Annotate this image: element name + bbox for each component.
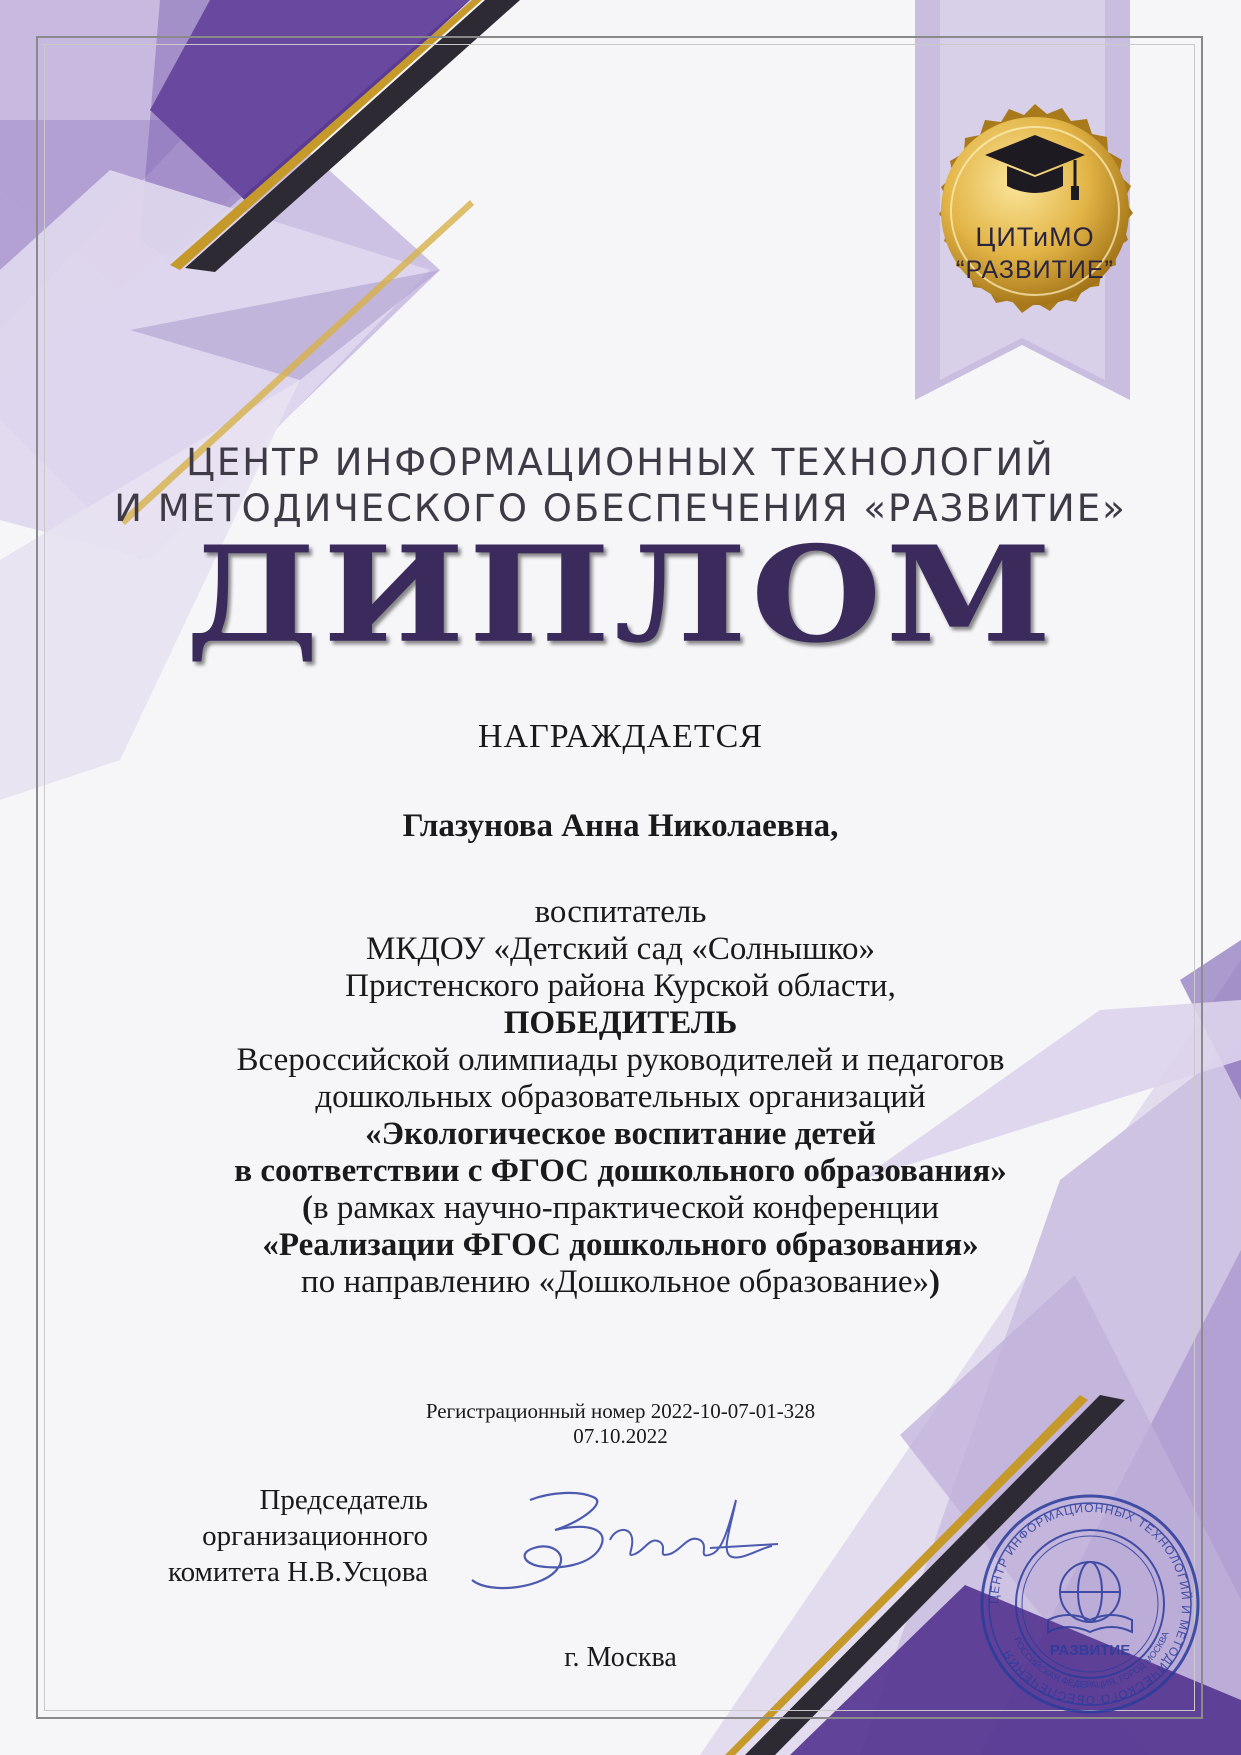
- direction-line: [0, 1264, 1241, 1301]
- direction: по направлению «Дошкольное образование»: [301, 1264, 929, 1300]
- position: воспитатель: [534, 894, 707, 930]
- gold-seal: [915, 100, 1155, 340]
- stamp-center-text: РАЗВИТИЕ: [1049, 1642, 1131, 1659]
- signatory-line-3: комитета Н.В.Усцова: [167, 1556, 428, 1588]
- registration-block: [0, 1399, 1241, 1449]
- conference-name: «Реализации ФГОС дошкольного образования»: [262, 1227, 979, 1263]
- diploma-title: ДИПЛОМ: [185, 517, 1056, 673]
- registration-number: Регистрационный номер 2022-10-07-01-328: [425, 1399, 816, 1423]
- institution-line-2: Пристенского района Курской области,: [345, 968, 896, 1004]
- seal-line1: ЦИТиМО: [975, 222, 1095, 252]
- conference-line: [0, 1190, 1241, 1227]
- seal-badge: [915, 100, 1155, 340]
- theme-line-2: в соответствии с ФГОС дошкольного образования»: [234, 1153, 1007, 1189]
- city: г. Москва: [564, 1642, 677, 1673]
- globe-book-icon: [1048, 1562, 1132, 1632]
- organization-stamp: [978, 1492, 1202, 1716]
- registration-date: 07.10.2022: [573, 1424, 668, 1448]
- theme-line-1: «Экологическое воспитание детей: [365, 1116, 876, 1152]
- conference-open-paren: (: [302, 1190, 314, 1226]
- conference-line-1: в рамках научно-практической конференции: [313, 1190, 939, 1226]
- event-line-1: Всероссийской олимпиады руководителей и педагогов: [236, 1042, 1005, 1078]
- org-line-1: ЦЕНТР ИНФОРМАЦИОННЫХ ТЕХНОЛОГИЙ: [186, 441, 1055, 484]
- seal-line2: “РАЗВИТИЕ”: [956, 256, 1114, 284]
- svg-text:ЦЕНТР ИНФОРМАЦИОННЫХ ТЕХНОЛОГИ: [987, 1501, 1194, 1707]
- recipient-name: Глазунова Анна Николаевна,: [402, 808, 839, 844]
- stamp-bottom-text: РОССИЙСКАЯ ФЕДЕРАЦИЯ, ГОРОД МОСКВА: [1011, 1629, 1171, 1690]
- signatory-line-1: Председатель: [259, 1484, 428, 1516]
- conference-close-paren: ): [928, 1264, 940, 1300]
- awarded-label: НАГРАЖДАЕТСЯ: [478, 718, 763, 755]
- award-details: [0, 894, 1241, 1301]
- handwritten-signature: [460, 1470, 780, 1600]
- signatory-line-2: организационного: [202, 1520, 428, 1552]
- institution-line-1: МКДОУ «Детский сад «Солнышко»: [366, 931, 875, 967]
- winner-status: ПОБЕДИТЕЛЬ: [503, 1005, 738, 1041]
- signatory-block: [100, 1482, 428, 1590]
- org-line-2: И МЕТОДИЧЕСКОГО ОБЕСПЕЧЕНИЯ «РАЗВИТИЕ»: [114, 487, 1127, 530]
- stamp-outer-text: ЦЕНТР ИНФОРМАЦИОННЫХ ТЕХНОЛОГИЙ И МЕТОДИЧЕСКОГО ОБЕСПЕЧЕНИЯ: [986, 1500, 1194, 1708]
- event-line-2: дошкольных образовательных организаций: [315, 1079, 926, 1115]
